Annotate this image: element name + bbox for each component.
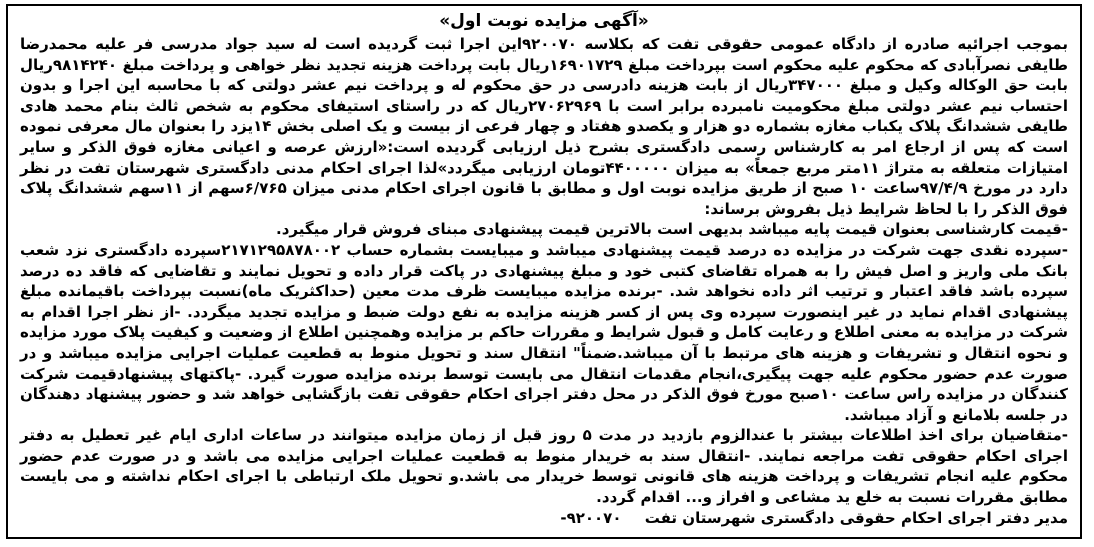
notice-paragraph-deposit: -سپرده نقدی جهت شرکت در مزایده ده درصد قیمت پیشنهادی میباشد و میبایست بشماره حساب ۲۱۷۱۲۹۵۸۷۸۰۰۲سپرده دادگستری نزد شعب بانک ملی واریز و اصل فیش را به همراه تقاضای کتبی خود و مبلغ پیشنهادی در پاکت قرار داده و تحویل نمایند و تقاضایی که فاقد ده درصد سپرده باشد فاقد اعتبار و ترتیب اثر داده نخواهد شد. -برنده مزایده میبایست ظرف مدت معین (حداکثریک ماه)نسبت بپرداخت باقیمانده مبلغ پیشنهادی اقدام نماید در غیر اینصورت سپرده وی پس از کسر هزینه مزایده به نفع دولت ضبط و مزایده تجدید میگردد. -از نظر اجرا اقدام به شرکت در مزایده به معنی اطلاع و رعایت کامل و قبول شرایط و مقررات حاکم بر مزایده وهمچنین اطلاع از وضعیت و کیفیت پلاک مورد مزایده و نحوه انتقال و تشریفات و هزینه های مرتبط با آن میباشد.ضمناً" انتقال سند و تحویل منوط به قطعیت عملیات اجرایی مزایده میباشد و در صورت عدم حضور محکوم علیه جهت پیگیری،انجام مقدمات انتقال می بایست توسط برنده مزایده صورت گیرد. -پاکتهای پیشنهادقیمت شرکت کنندگان در مزایده راس ساعت ۱۰صبح مورخ فوق الذکر در محل دفتر اجرای احکام حقوقی تفت بازگشایی خواهد شد و حضور پیشنهاد دهندگان در جلسه بلامانع و آزاد میباشد. bbox=[20, 240, 1069, 424]
notice-paragraph-applicants: -متقاضیان برای اخذ اطلاعات بیشتر با عندالزوم بازدید در مدت ۵ روز قبل از زمان مزایده میتوانند در ساعات اداری ایام غیر تعطیل به دفتر اجرای احکام حقوقی تفت مراجعه نمایند. -انتقال سند به خریدار منوط به قطعیت عملیات اجرایی مزایده می باشد و در صورت عدم حضور محکوم علیه انجام تشریفات و پرداخت هزینه های قانونی توسط خریدار می باشد.و تحویل ملک ارتباطی با اجرای احکام نداشته و می بایست مطابق مقررات نسبت به خلع ید مشاعی و افراز و... اقدام گردد. bbox=[20, 426, 1068, 507]
notice-paragraph-base-price: -قیمت کارشناسی بعنوان قیمت پایه میباشد بدیهی است بالاترین قیمت پیشنهادی مبنای فروش قرار میگیرد. bbox=[276, 220, 1068, 239]
notice-signature-line bbox=[20, 508, 1068, 529]
signature-title: مدیر دفتر اجرای احکام حقوقی دادگستری شهرستان تفت bbox=[644, 508, 1068, 527]
notice-title: «آگهی مزایده نوبت اول» bbox=[439, 11, 649, 31]
notice-paragraph-main: بموجب اجرائیه صادره از دادگاه عمومی حقوقی تفت که بکلاسه ۹۲۰۰۷۰این اجرا ثبت گردیده است له سید جواد مدرسی فر علیه محمدرضا طایفی نصرآبادی که محکوم علیه محکوم است بپرداخت مبلغ ۱۶۹۰۱۷۲۹ریال بابت پرداخت هزینه تجدید نظر خواهی و پرداخت مبلغ ۹۸۱۴۲۴۰ریال بابت حق الوکاله وکیل و مبلغ ۳۴۷۰۰۰ریال از بابت هزینه دادرسی در حق محکوم له و پرداخت نیم عشر دولتی که با محاسبه این اجرا و بدون احتساب نیم عشر دولتی مبلغ محکومیت نامبرده برابر است با ۲۷۰۶۲۹۶۹ریال که در راستای استیفای محکوم به شخص ثالث بنام محمد هادی طایفی ششدانگ پلاک یکباب مغازه بشماره دو هزار و یکصدو هفتاد و چهار فرعی از بیست و یک اصلی بخش ۱۴یزد را بعنوان مال معرفی نموده است که پس از ارجاع امر به کارشناس رسمی دادگستری بشرح ذیل ارزیابی گردیده است:«ارزش عرصه و اعیانی مغازه فوق الذکر و سایر امتیازات متعلقه به متراژ ۱۱متر مربع جمعاً» به میزان ۴۴۰۰۰۰۰تومان ارزیابی میگردد»لذا اجرای احکام مدنی دادگستری شهرستان تفت در نظر دارد در مورخ ۹۷/۴/۹ساعت ۱۰ صبح از طریق مزایده نوبت اول و مطابق با قانون اجرای احکام مدنی میزان ۶/۷۶۵سهم از ۱۱سهم ششدانگ پلاک فوق الذکر را با لحاظ شرایط ذیل بفروش برساند: bbox=[20, 35, 1069, 218]
auction-notice bbox=[6, 4, 1082, 539]
case-number: ۹۲۰۰۷۰- bbox=[560, 508, 622, 527]
